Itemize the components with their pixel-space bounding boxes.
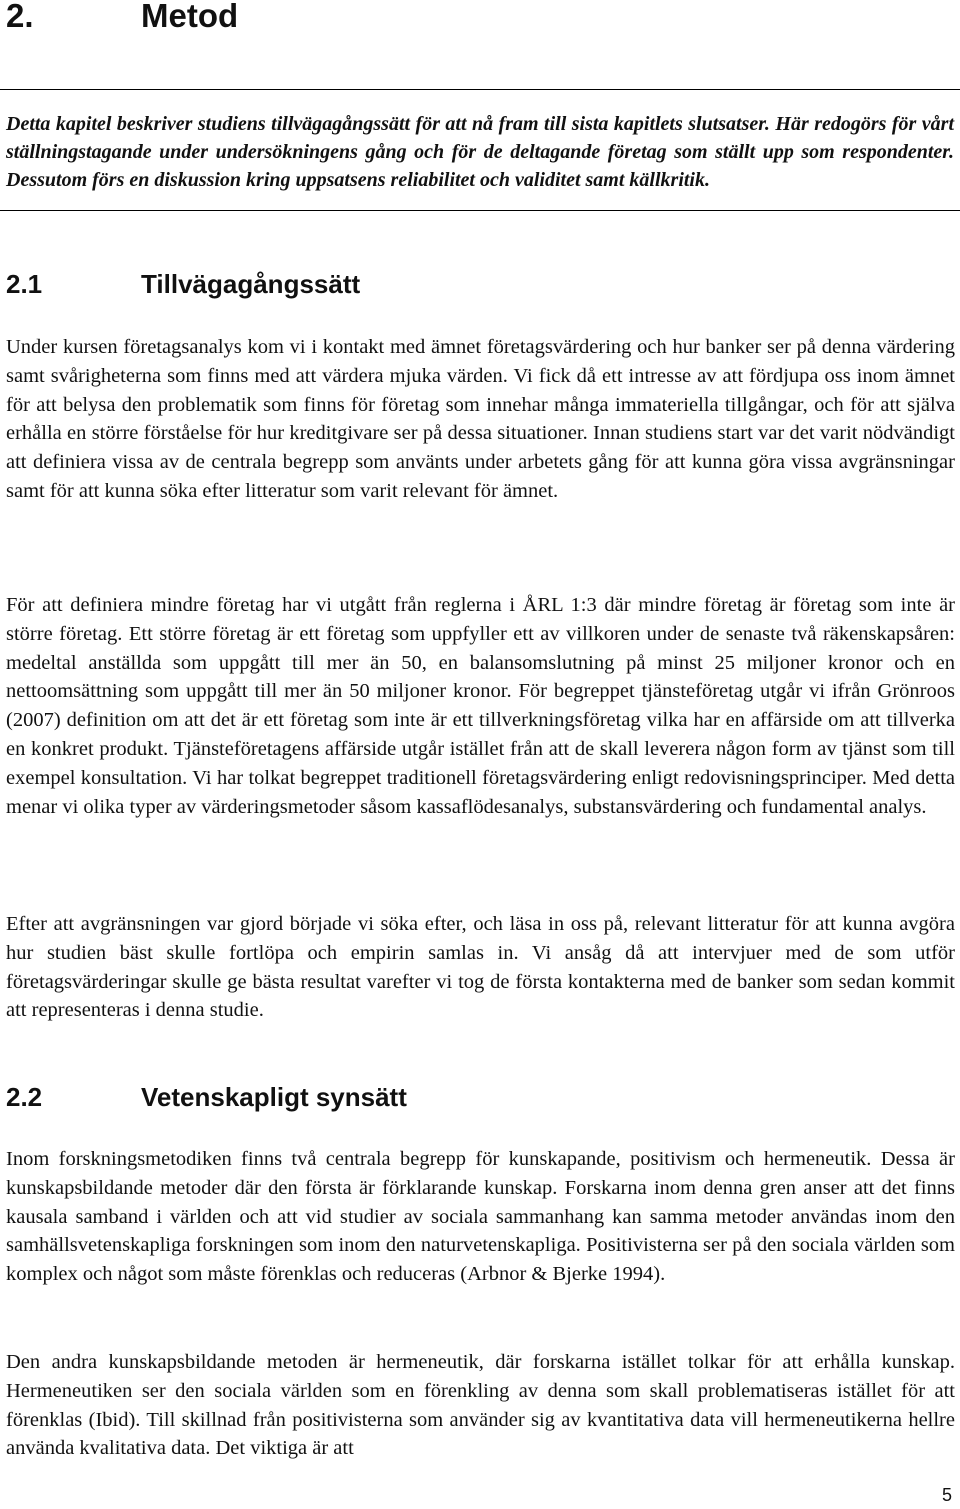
page-number: 5 [941,1485,952,1505]
chapter-heading [6,0,238,42]
abstract-top-rule [0,89,960,90]
section-heading-2-1 [6,266,360,302]
section-number: 2.1 [6,269,43,299]
paragraph: Inom forskningsmetodiken finns två centrala begrepp för kunskapande, positivism och hermeneutik. Dessa är kunskapsbildande metoder där den första är förklarande kunskap. Forskarna inom denna gren anser att det finns kausala samband i världen och att vid studier av sociala sammanhang kan samma metoder användas inom den samhällsvetenskapliga forskningen som inom den naturvetenskapliga. Positivisterna ser på den sociala världen som komplex och något som måste förenklas och reduceras (Arbnor & Bjerke 1994). [6,1148,955,1286]
paragraph: Efter att avgränsningen var gjord började vi söka efter, och läsa in oss på, relevant litteratur för att kunna avgöra hur studien bäst skulle fortlöpa och empirin samlas in. Vi ansåg då att intervjuer med de som utför företagsvärderingar skulle ge bästa resultat varefter vi tog de första kontakterna med de banker som sedan kommit att representeras i denna studie. [6,913,955,1022]
paragraph: För att definiera mindre företag har vi utgått från reglerna i ÅRL 1:3 där mindre företag är företag som inte är större företag. Ett större företag är ett företag som uppfyller ett av villkoren under de senaste två räkenskapsåren: medeltal anställda som uppgått till mer än 50, en balansomslutning på minst 25 miljoner kronor och en nettoomsättning som uppgått till mer än 50 miljoner kronor. För begreppet tjänsteföretag utgår vi ifrån Grönroos (2007) definition om att det är ett företag som inte är ett tillverkningsföretag vilka har en affärside om att tillverka en konkret produkt. Tjänsteföretagens affärside utgår istället från att de skall leverera någon form av tjänst som till exempel konsultation. Vi har tolkat begreppet traditionell företagsvärdering enligt redovisningsprinciper. Med detta menar vi olika typer av värderingsmetoder såsom kassaflödesanalys, substansvärdering och fundamental analys. [6,594,955,818]
paragraph: Den andra kunskapsbildande metoden är hermeneutik, där forskarna istället tolkar för att erhålla kunskap. Hermeneutiken ser den sociala världen som en förenkling av denna som skall problematiseras istället för att förenklas (Ibid). Till skillnad från positivisterna som använder sig av kvantitativa data vill hermeneutikerna hellre använda kvalitativa data. Det viktiga är att [6,1351,955,1460]
chapter-title: Metod [141,0,239,34]
chapter-abstract: Detta kapitel beskriver studiens tillvägagångssätt för att nå fram till sista kapitlets slutsatser. Här redogörs för vårt ställningstagande under undersökningens gång och för de deltagande företag som ställt upp som respondenter. Dessutom förs en diskussion kring uppsatsens reliabilitet och validitet samt källkritik. [6,113,954,191]
paragraph: Under kursen företagsanalys kom vi i kontakt med ämnet företagsvärdering och hur banker ser på denna värdering samt svårigheterna som finns med att värdera mjuka värden. Vi fick då ett intresse av att fördjupa oss inom ämnet för att belysa den problematik som finns för företag som innehar många immateriella tillgångar, och för att själva erhålla en större förståelse för hur kreditgivare ser på dessa situationer. Innan studiens start var det varit nödvändigt att definiera vissa av de centrala begrepp som använts under arbetets gång för att kunna göra vissa avgränsningar samt för att kunna söka efter litteratur som varit relevant för ämnet. [6,336,955,502]
section-number: 2.2 [6,1082,43,1112]
section-title: Tillvägagångssätt [141,269,361,299]
chapter-number: 2. [6,0,34,34]
abstract-bottom-rule [0,210,960,211]
section-title: Vetenskapligt synsätt [141,1082,407,1112]
section-heading-2-2 [6,1079,407,1115]
